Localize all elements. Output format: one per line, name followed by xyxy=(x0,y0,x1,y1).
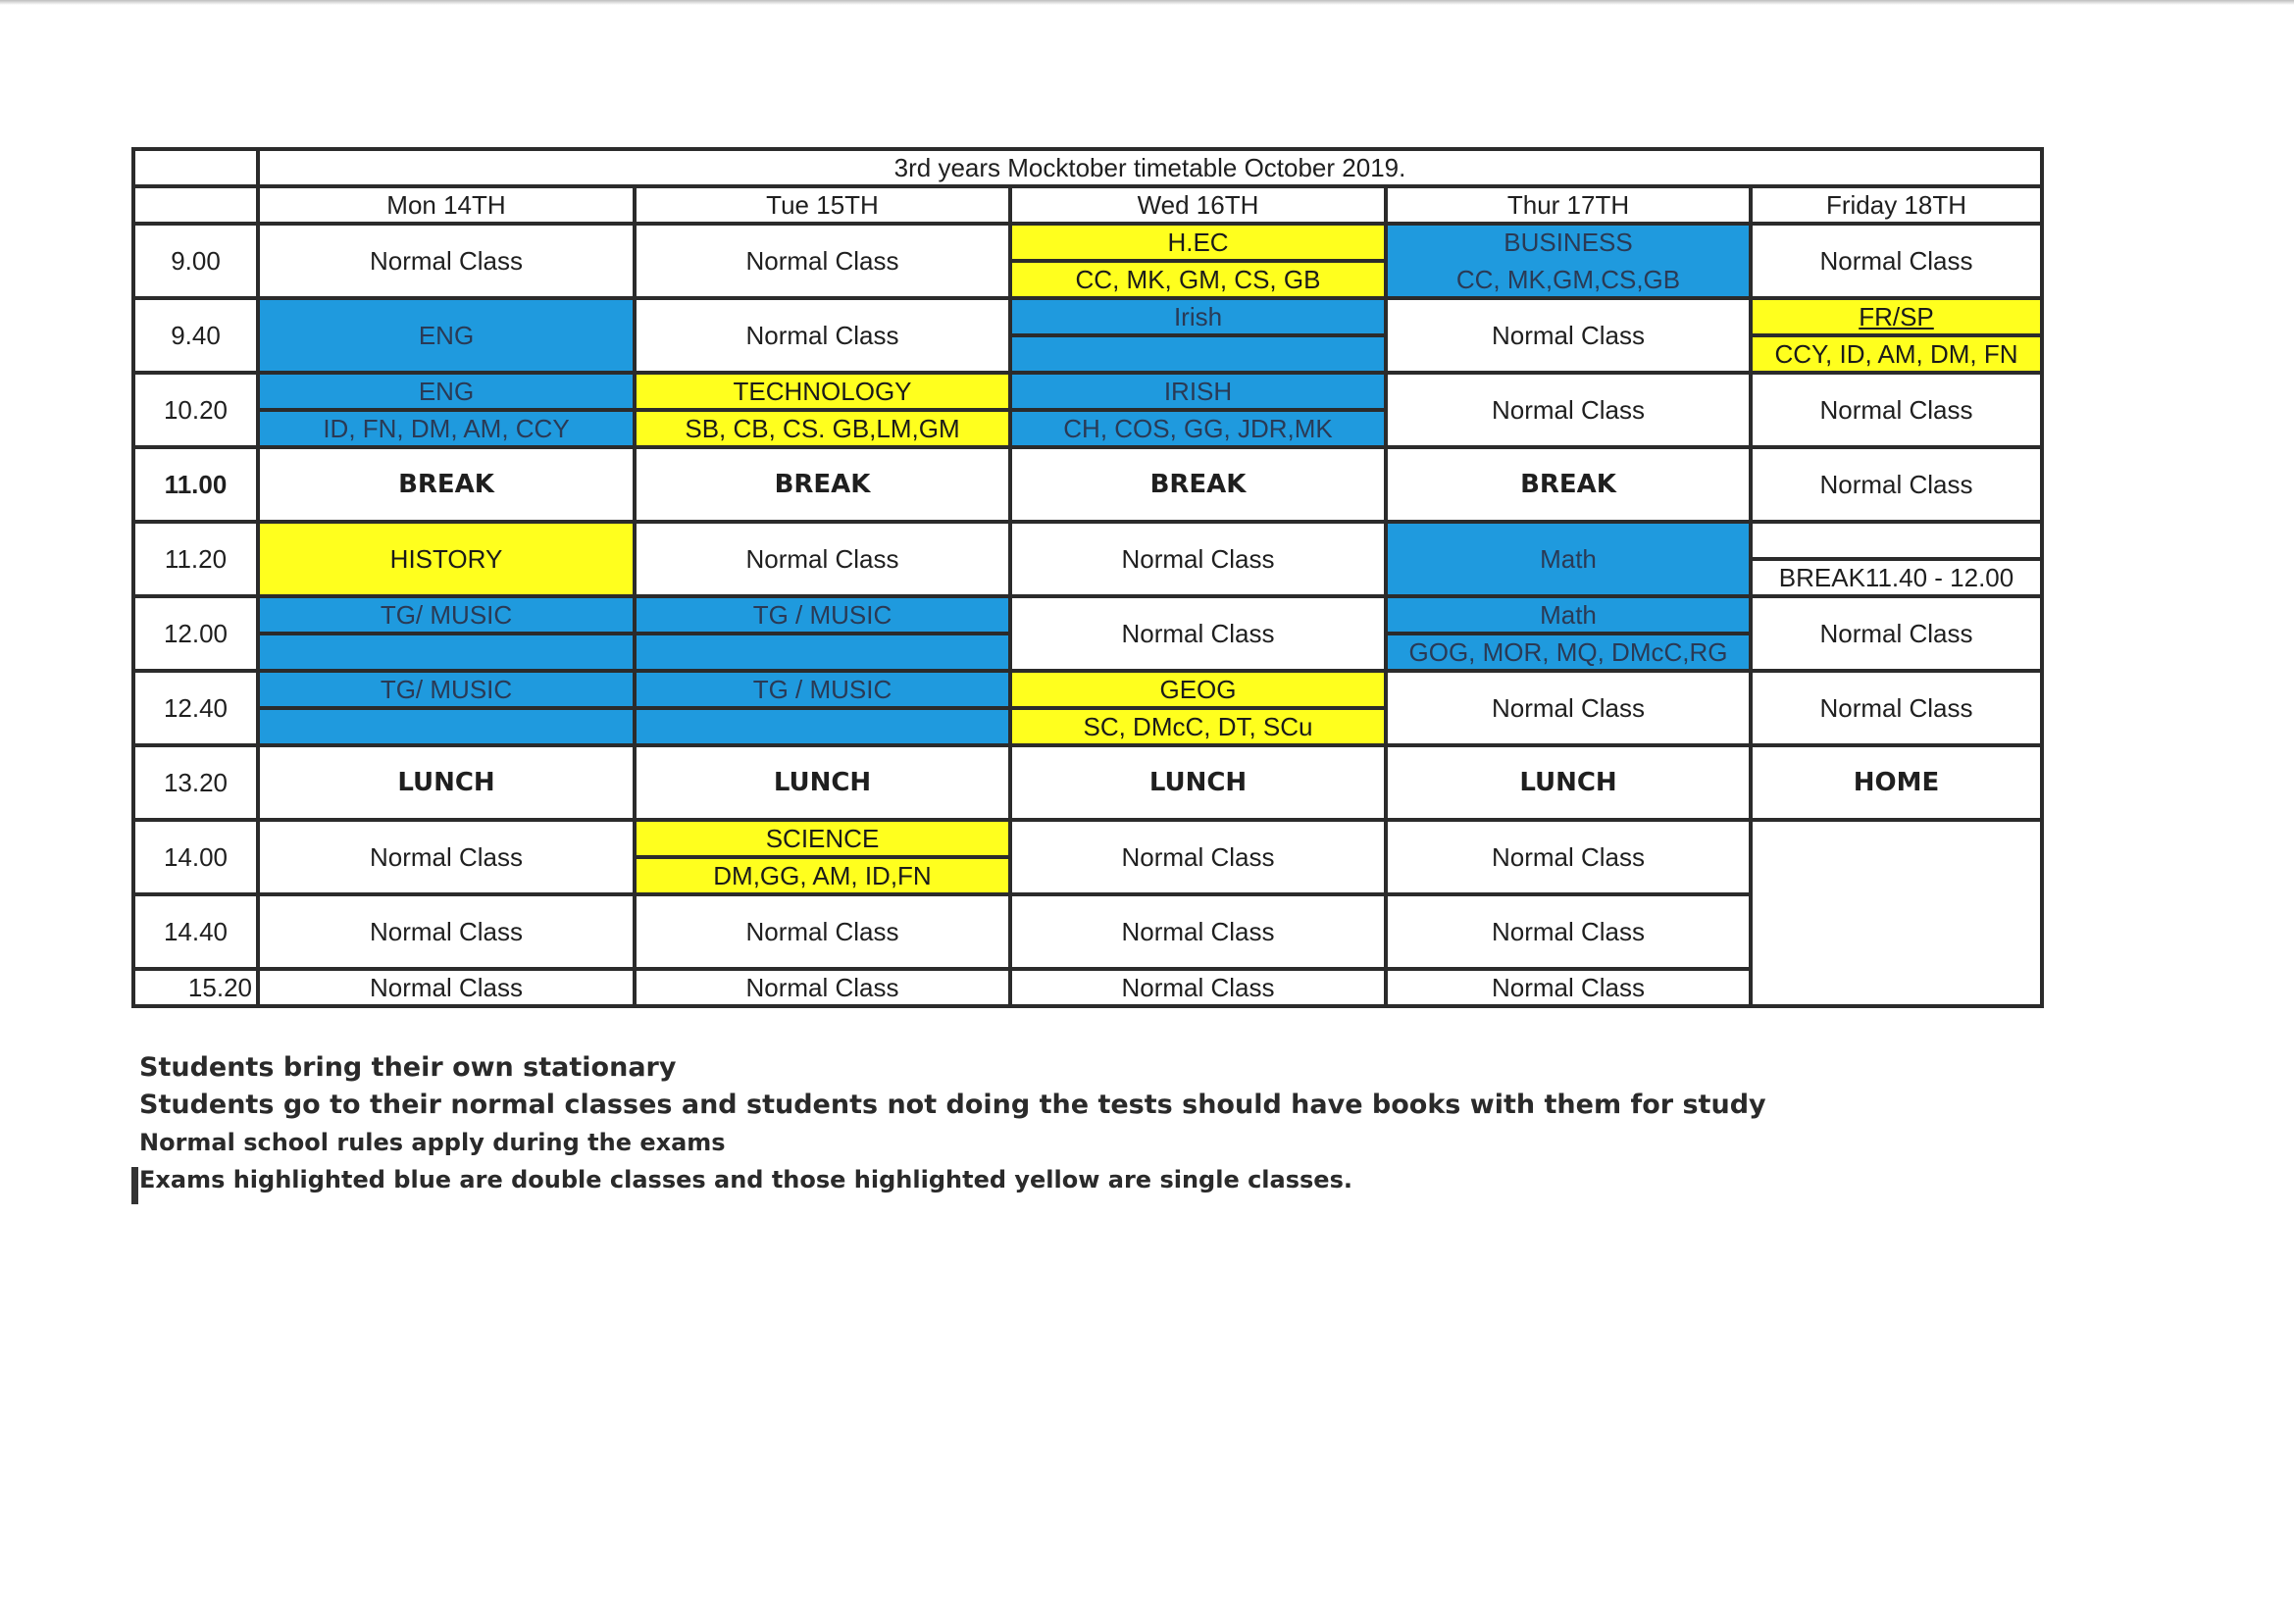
scan-edge xyxy=(0,0,2294,5)
normal-class-cell: Normal Class xyxy=(1751,671,2042,745)
normal-class-cell: Normal Class xyxy=(1386,894,1751,969)
exam-subject: SCIENCE xyxy=(635,820,1010,857)
corner-cell xyxy=(133,149,258,186)
normal-class-cell: Normal Class xyxy=(1751,596,2042,671)
normal-class-cell: Normal Class xyxy=(1010,522,1386,596)
exam-groups: CC, MK,GM,CS,GB xyxy=(1455,265,1681,294)
exam-groups: SC, DMcC, DT, SCu xyxy=(1010,708,1386,745)
normal-class-cell: Normal Class xyxy=(635,224,1010,298)
normal-class-cell: Normal Class xyxy=(635,298,1010,373)
break-cell: BREAK xyxy=(258,447,635,522)
exam-empty-cell xyxy=(1010,335,1386,373)
lunch-cell: LUNCH xyxy=(1010,745,1386,820)
day-header: Wed 16TH xyxy=(1010,186,1386,224)
note-line: Students bring their own stationary xyxy=(139,1052,677,1083)
normal-class-cell: Normal Class xyxy=(1386,298,1751,373)
exam-subject: Irish xyxy=(1010,298,1386,335)
normal-class-cell: Normal Class xyxy=(1386,373,1751,447)
exam-groups: CC, MK, GM, CS, GB xyxy=(1010,261,1386,298)
normal-class-cell: Normal Class xyxy=(1751,224,2042,298)
normal-class-cell: Normal Class xyxy=(1010,820,1386,894)
break-cell: BREAK xyxy=(635,447,1010,522)
exam-subject: TG/ MUSIC xyxy=(258,671,635,708)
exam-empty-cell xyxy=(635,708,1010,745)
exam-empty-cell xyxy=(635,634,1010,671)
time-slot: 9.00 xyxy=(133,224,258,298)
exam-subject: H.EC xyxy=(1010,224,1386,261)
exam-groups: GOG, MOR, MQ, DMcC,RG xyxy=(1386,634,1751,671)
empty-cell xyxy=(1751,522,2042,559)
break-cell: BREAK xyxy=(1010,447,1386,522)
normal-class-cell: Normal Class xyxy=(1010,894,1386,969)
margin-mark xyxy=(131,1167,138,1204)
normal-class-cell: Normal Class xyxy=(1386,969,1751,1006)
normal-class-cell: Normal Class xyxy=(258,224,635,298)
exam-subject: ENG xyxy=(258,298,635,373)
time-slot: 14.40 xyxy=(133,894,258,969)
exam-groups: DM,GG, AM, ID,FN xyxy=(635,857,1010,894)
timetable-title: 3rd years Mocktober timetable October 2019. xyxy=(258,149,2042,186)
exam-subject: GEOG xyxy=(1010,671,1386,708)
normal-class-cell: Normal Class xyxy=(1386,820,1751,894)
normal-class-cell: Normal Class xyxy=(258,969,635,1006)
time-slot: 12.40 xyxy=(133,671,258,745)
day-header: Mon 14TH xyxy=(258,186,635,224)
exam-subject: HISTORY xyxy=(258,522,635,596)
time-slot: 13.20 xyxy=(133,745,258,820)
day-header: Thur 17TH xyxy=(1386,186,1751,224)
exam-groups: CCY, ID, AM, DM, FN xyxy=(1751,335,2042,373)
normal-class-cell: Normal Class xyxy=(635,969,1010,1006)
normal-class-cell: Normal Class xyxy=(1010,596,1386,671)
exam-subject: BUSINESS xyxy=(1504,228,1633,257)
time-slot: 10.20 xyxy=(133,373,258,447)
corner-cell xyxy=(133,186,258,224)
break-cell: BREAK xyxy=(1386,447,1751,522)
exam-subject: Math xyxy=(1386,522,1751,596)
exam-subject xyxy=(1751,298,2042,335)
exam-empty-cell xyxy=(258,634,635,671)
exam-subject: ENG xyxy=(258,373,635,410)
empty-friday-cell xyxy=(1751,820,2042,1006)
normal-class-cell: Normal Class xyxy=(1386,671,1751,745)
exam-subject-groups xyxy=(1386,224,1751,298)
time-slot: 12.00 xyxy=(133,596,258,671)
exam-subject: TECHNOLOGY xyxy=(635,373,1010,410)
exam-subject: TG/ MUSIC xyxy=(258,596,635,634)
time-slot: 14.00 xyxy=(133,820,258,894)
time-slot: 9.40 xyxy=(133,298,258,373)
lunch-cell: LUNCH xyxy=(635,745,1010,820)
exam-subject: TG / MUSIC xyxy=(635,671,1010,708)
exam-subject: Math xyxy=(1386,596,1751,634)
friday-break-cell: BREAK11.40 - 12.00 xyxy=(1751,559,2042,596)
time-slot: 11.20 xyxy=(133,522,258,596)
exam-subject: IRISH xyxy=(1010,373,1386,410)
exam-groups: SB, CB, CS. GB,LM,GM xyxy=(635,410,1010,447)
notes xyxy=(139,1049,1766,1198)
exam-groups: CH, COS, GG, JDR,MK xyxy=(1010,410,1386,447)
normal-class-cell: Normal Class xyxy=(258,820,635,894)
exam-groups: ID, FN, DM, AM, CCY xyxy=(258,410,635,447)
time-slot: 11.00 xyxy=(133,447,258,522)
normal-class-cell: Normal Class xyxy=(635,894,1010,969)
normal-class-cell: Normal Class xyxy=(258,894,635,969)
home-cell: HOME xyxy=(1751,745,2042,820)
time-slot: 15.20 xyxy=(133,969,258,1006)
day-header: Tue 15TH xyxy=(635,186,1010,224)
note-line: Students go to their normal classes and students not doing the tests should have books with them for study xyxy=(139,1090,1766,1120)
note-line: Normal school rules apply during the exams xyxy=(139,1129,726,1156)
day-header: Friday 18TH xyxy=(1751,186,2042,224)
exam-empty-cell xyxy=(258,708,635,745)
exam-subject-label: FR/SP xyxy=(1859,302,1934,331)
timetable xyxy=(131,147,2044,1008)
normal-class-cell: Normal Class xyxy=(635,522,1010,596)
normal-class-cell: Normal Class xyxy=(1010,969,1386,1006)
lunch-cell: LUNCH xyxy=(1386,745,1751,820)
normal-class-cell: Normal Class xyxy=(1751,373,2042,447)
exam-subject: TG / MUSIC xyxy=(635,596,1010,634)
normal-class-cell: Normal Class xyxy=(1751,447,2042,522)
lunch-cell: LUNCH xyxy=(258,745,635,820)
note-line: Exams highlighted blue are double classes and those highlighted yellow are single classes. xyxy=(139,1166,1352,1193)
